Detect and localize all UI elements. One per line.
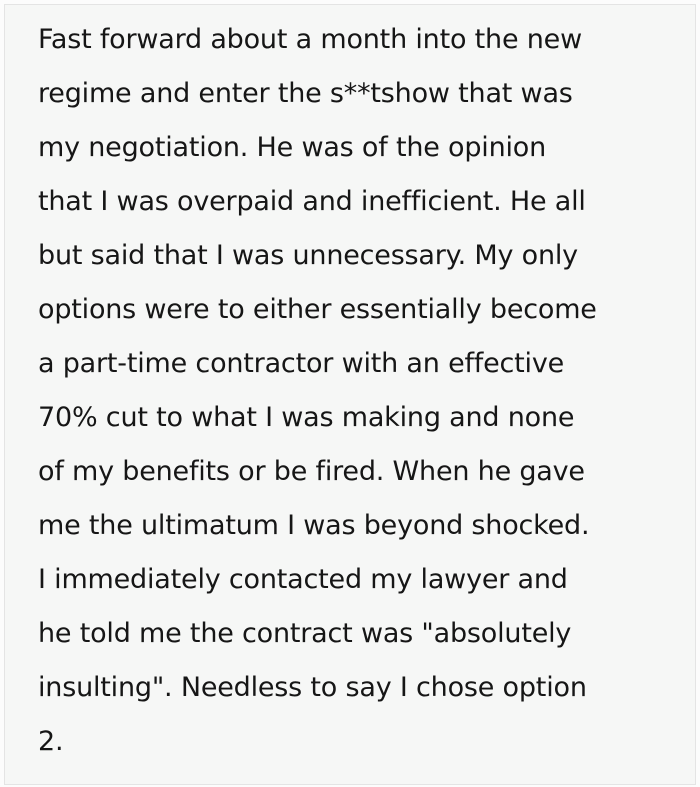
text-line: he told me the contract was "absolutely <box>38 618 572 649</box>
text-line: that I was overpaid and inefficient. He all <box>38 186 586 217</box>
text-line: insulting". Needless to say I chose option <box>38 672 587 703</box>
text-line: regime and enter the s**tshow that was <box>38 78 573 109</box>
text-line: a part-time contractor with an effective <box>38 348 565 379</box>
post-text <box>5 5 695 769</box>
text-line: Fast forward about a month into the new <box>38 24 582 55</box>
text-line: options were to either essentially become <box>38 294 597 325</box>
text-line: but said that I was unnecessary. My only <box>38 240 578 271</box>
text-line: my negotiation. He was of the opinion <box>38 132 547 163</box>
text-line: of my benefits or be fired. When he gave <box>38 456 585 487</box>
text-line: 2. <box>38 726 64 757</box>
text-line: I immediately contacted my lawyer and <box>38 564 568 595</box>
post-card <box>4 4 696 785</box>
text-line: me the ultimatum I was beyond shocked. <box>38 510 590 541</box>
text-line: 70% cut to what I was making and none <box>38 402 575 433</box>
